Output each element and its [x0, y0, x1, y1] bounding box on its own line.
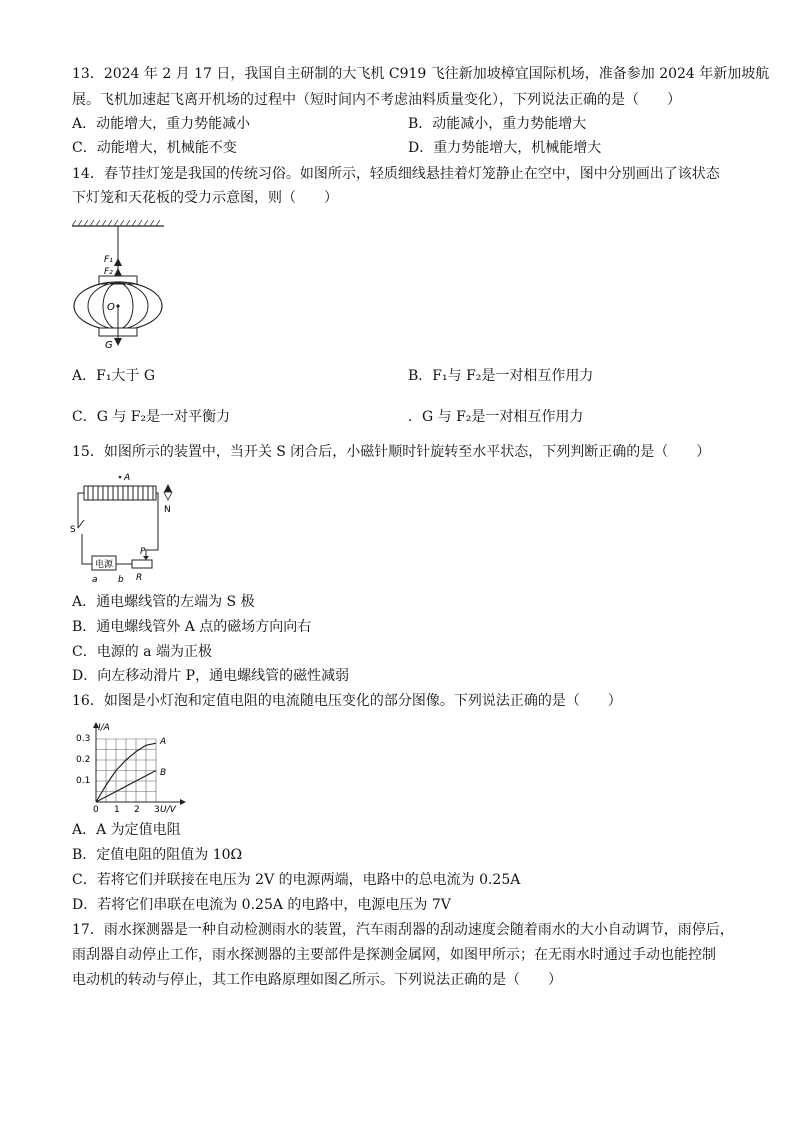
label-resistor-r: R: [136, 573, 143, 583]
q15-option-d: D．向左移动滑片 P，通电螺线管的磁性减弱: [72, 668, 350, 684]
label-f2: F₂: [104, 267, 113, 277]
label-power-source: 电源: [95, 560, 114, 570]
curve-a-label: A: [160, 737, 167, 747]
label-terminal-a: a: [92, 575, 98, 585]
lantern-figure: [68, 218, 178, 358]
q15-option-b: B．通电螺线管外 A 点的磁场方向向右: [72, 619, 312, 635]
q13-option-c: C．动能增大，机械能不变: [72, 140, 237, 156]
q15-option-c: C．电源的 a 端为正极: [72, 644, 212, 660]
label-point-a: A: [124, 473, 131, 483]
label-terminal-b: b: [118, 575, 124, 585]
label-needle-n: N: [164, 505, 171, 515]
q16-option-c: C．若将它们并联接在电压为 2V 的电源两端，电路中的总电流为 0.25A: [72, 872, 521, 888]
y-tick-label: 0.1: [76, 776, 91, 786]
q13-stem-line2: 展。飞机加速起飞离开机场的过程中（短时间内不考虑油料质量变化），下列说法正确的是（ ）: [72, 92, 681, 108]
q13-option-a: A．动能增大，重力势能减小: [72, 116, 251, 132]
y-tick-label: 0.2: [76, 755, 91, 765]
q13-stem-line1: 13．2024 年 2 月 17 日，我国自主研制的大飞机 C919 飞往新加坡樟宜国际机场，准备参加 2024 年新加坡航: [72, 66, 770, 82]
label-slider-p: P: [140, 547, 146, 557]
q14-option-d: ．G 与 F₂是一对相互作用力: [408, 409, 584, 425]
q17-stem-line2: 雨刮器自动停止工作，雨水探测器的主要部件是探测金属网，如图甲所示；在无雨水时通过手动也能控制: [72, 947, 716, 963]
q16-option-b: B．定值电阻的阻值为 10Ω: [72, 847, 243, 863]
q16-option-d: D．若将它们串联在电流为 0.25A 的电路中，电源电压为 7V: [72, 897, 451, 913]
label-f1: F₁: [104, 255, 113, 265]
y-axis-label: I/A: [98, 723, 110, 733]
q14-option-a: A．F₁大于 G: [72, 368, 156, 384]
x-tick-label: 2: [134, 805, 140, 814]
label-switch-s: S: [70, 525, 76, 535]
label-g: G: [105, 340, 113, 351]
q17-stem-line3: 电动机的转动与停止，其工作电路原理如图乙所示。下列说法正确的是（ ）: [72, 972, 562, 988]
q14-option-c: C．G 与 F₂是一对平衡力: [72, 409, 231, 425]
x-axis-label: U/V: [160, 805, 176, 814]
q13-option-b: B．动能减小，重力势能增大: [408, 116, 587, 132]
x-tick-label: 1: [114, 805, 120, 814]
y-tick-label: 0.3: [76, 734, 91, 744]
curve-b-label: B: [160, 768, 167, 778]
x-tick-label: 0: [93, 805, 99, 814]
q16-stem: 16．如图是小灯泡和定值电阻的电流随电压变化的部分图像。下列说法正确的是（ ）: [72, 693, 622, 709]
solenoid-circuit-figure: [68, 470, 188, 588]
x-tick-label: 3: [154, 805, 160, 814]
q14-option-b: B．F₁与 F₂是一对相互作用力: [408, 368, 594, 384]
q15-stem: 15．如图所示的装置中，当开关 S 闭合后，小磁针顺时针旋转至水平状态，下列判断正确的是（ ）: [72, 444, 711, 460]
iu-graph: [70, 720, 186, 814]
q14-stem-line1: 14．春节挂灯笼是我国的传统习俗。如图所示，轻质细线悬挂着灯笼静止在空中，图中分别画出了该状态: [72, 166, 720, 182]
q17-stem-line1: 17．雨水探测器是一种自动检测雨水的装置，汽车雨刮器的刮动速度会随着雨水的大小自动调节，雨停后，: [72, 922, 734, 938]
q13-option-d: D．重力势能增大，机械能增大: [408, 140, 602, 156]
q15-option-a: A．通电螺线管的左端为 S 极: [72, 594, 255, 610]
q14-stem-line2: 下灯笼和天花板的受力示意图，则（ ）: [72, 190, 338, 206]
label-o: O: [107, 302, 115, 313]
q16-option-a: A．A 为定值电阻: [72, 822, 181, 838]
